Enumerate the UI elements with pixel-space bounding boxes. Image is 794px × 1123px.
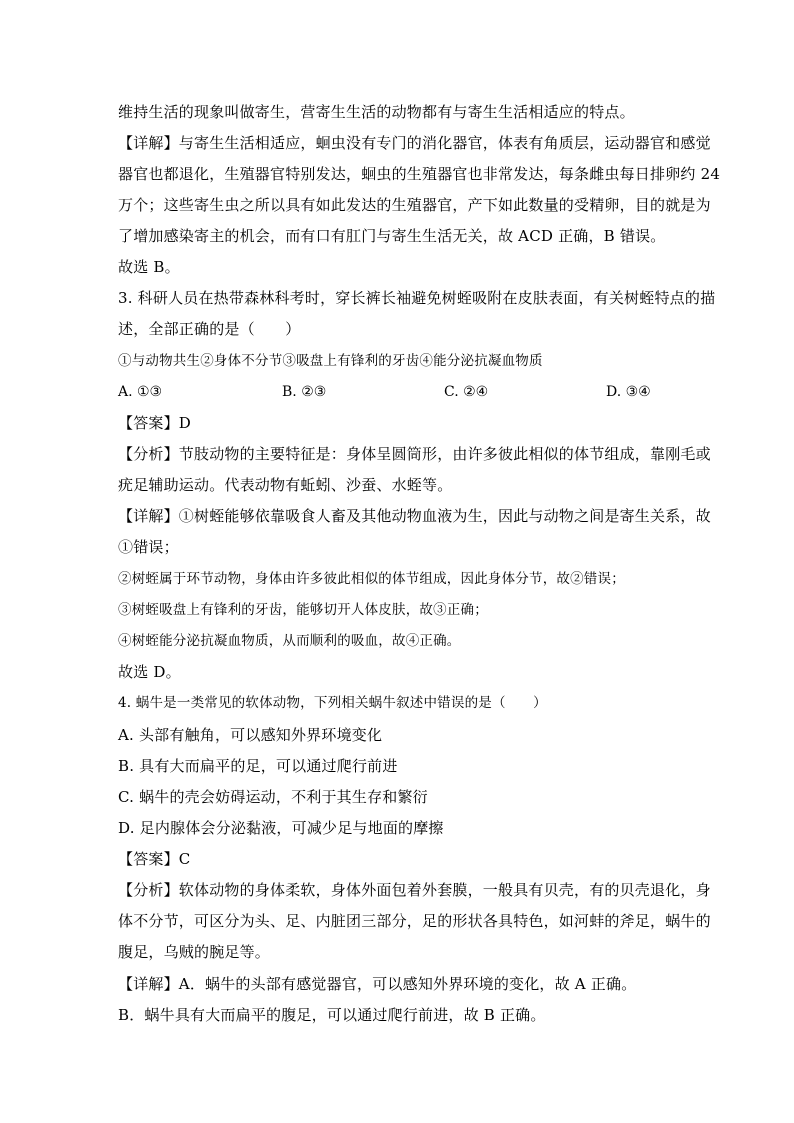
text-line: 万个；这些寄生虫之所以具有如此发达的生殖器官，产下如此数量的受精卵，目的就是为 (118, 196, 711, 214)
question-4-stem: 4. 蜗牛是一类常见的软体动物，下列相关蜗牛叙述中错误的是（ ） (118, 695, 547, 711)
answer-label: 【答案】C (118, 850, 191, 868)
option-b: B. 具有大而扁平的足，可以通过爬行前进 (118, 757, 398, 775)
option-b: B. ②③ (282, 384, 327, 400)
text-line: 维持生活的现象叫做寄生，营寄生生活的动物都有与寄生生活相适应的特点。 (118, 103, 635, 121)
text-line: ②树蛭属于环节动物，身体由许多彼此相似的体节组成，因此身体分节，故②错误； (118, 571, 625, 587)
option-c: C. ②④ (444, 384, 489, 400)
question-3-stem: 述，全部正确的是（ ） (118, 320, 301, 338)
text-line: 体不分节，可区分为头、足、内脏团三部分，足的形状各具特色，如河蚌的斧足，蜗牛的 (118, 912, 711, 930)
text-line: 【分析】软体动物的身体柔软，身体外面包着外套膜，一般具有贝壳，有的贝壳退化，身 (118, 881, 711, 899)
text-line: ①错误； (118, 538, 179, 556)
question-3-statements: ①与动物共生②身体不分节③吸盘上有锋利的牙齿④能分泌抗凝血物质 (118, 353, 543, 369)
question-3-stem: 3. 科研人员在热带森林科考时，穿长裤长袖避免树蛭吸附在皮肤表面，有关树蛭特点的描 (118, 289, 716, 307)
text-line: ③树蛭吸盘上有锋利的牙齿，能够切开人体皮肤，故③正确； (118, 602, 488, 618)
answer-label: 【答案】D (118, 414, 192, 432)
text-line: B．蜗牛具有大而扁平的腹足，可以通过爬行前进，故 B 正确。 (118, 1006, 546, 1024)
text-line: 【详解】与寄生生活相适应，蛔虫没有专门的消化器官，体表有角质层，运动器官和感觉 (118, 134, 711, 152)
option-c: C. 蜗牛的壳会妨碍运动，不利于其生存和繁衍 (118, 788, 428, 806)
text-line: 【详解】A．蜗牛的头部有感觉器官，可以感知外界环境的变化，故 A 正确。 (118, 975, 637, 993)
text-line: 腹足，乌贼的腕足等。 (118, 943, 271, 961)
text-line: 【分析】节肢动物的主要特征是：身体呈圆筒形，由许多彼此相似的体节组成，靠刚毛或 (118, 445, 711, 463)
text-line: 故选 B。 (118, 258, 180, 276)
option-d: D. ③④ (606, 384, 651, 400)
option-d: D. 足内腺体会分泌黏液，可减少足与地面的摩擦 (118, 819, 444, 837)
text-line: 故选 D。 (118, 663, 181, 681)
text-line: 【详解】①树蛭能够依靠吸食人畜及其他动物血液为生，因此与动物之间是寄生关系，故 (118, 507, 711, 525)
text-line: 了增加感染寄主的机会，而有口有肛门与寄生生活无关，故 ACD 正确，B 错误。 (118, 227, 666, 245)
text-line: 疣足辅助运动。代表动物有蚯蚓、沙蚕、水蛭等。 (118, 476, 453, 494)
option-a: A. 头部有触角，可以感知外界环境变化 (118, 726, 383, 744)
option-a: A. ①③ (118, 384, 163, 400)
text-line: ④树蛭能分泌抗凝血物质，从而顺利的吸血，故④正确。 (118, 633, 461, 649)
text-line: 器官也都退化，生殖器官特别发达，蛔虫的生殖器官也非常发达，每条雌虫每日排卵约 24 (118, 165, 721, 183)
